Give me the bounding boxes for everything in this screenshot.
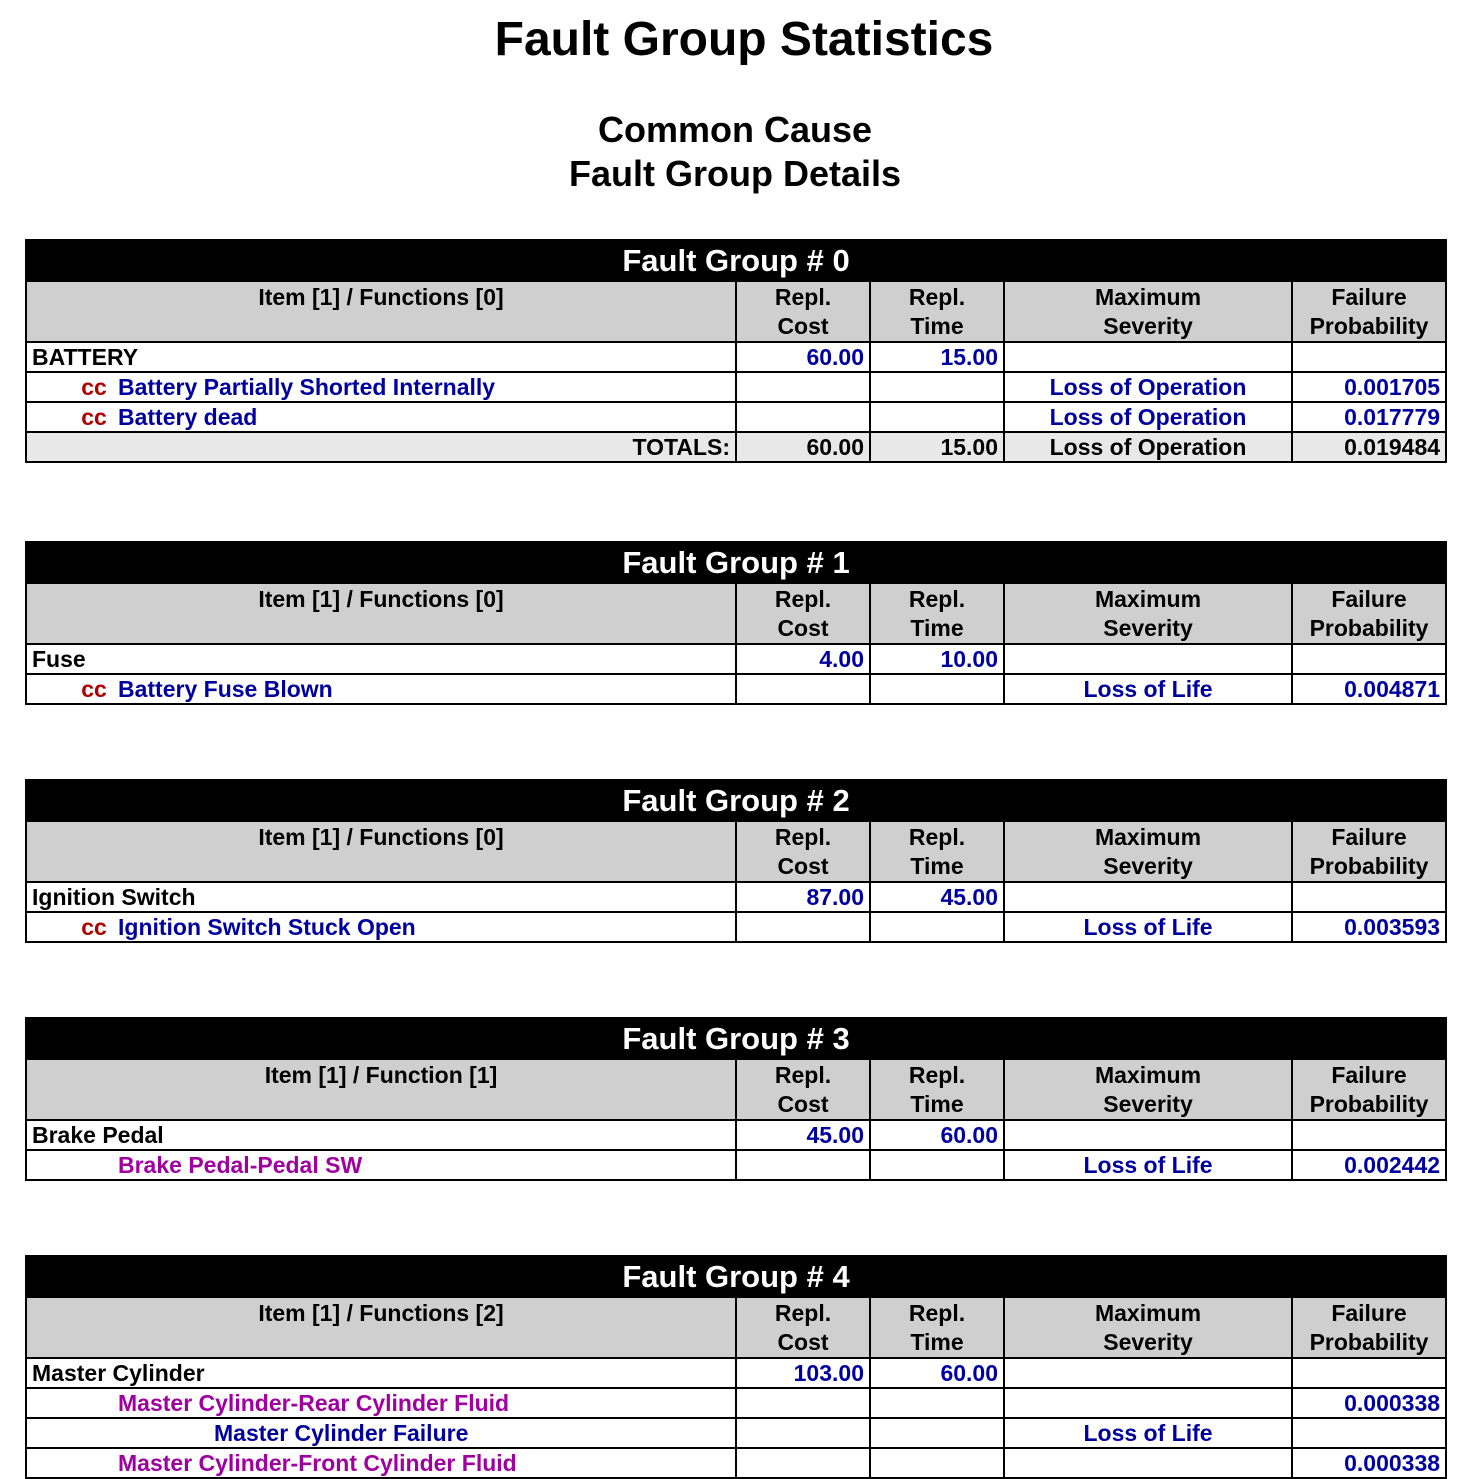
fault-group-3-table <box>25 1017 1447 1181</box>
item-name: Master Cylinder <box>26 1358 736 1388</box>
fault-name: Battery Partially Shorted Internally <box>118 374 496 400</box>
item-row <box>26 342 1446 372</box>
totals-label: TOTALS: <box>26 432 736 462</box>
max-severity-header: Maximum Severity <box>1004 1059 1292 1120</box>
totals-severity: Loss of Operation <box>1004 432 1292 462</box>
item-row <box>26 882 1446 912</box>
fault-severity: Loss of Life <box>1004 912 1292 942</box>
fault-group-title: Fault Group # 2 <box>26 780 1446 821</box>
failure-prob-header: Failure Probability <box>1292 281 1446 342</box>
report-subtitle <box>0 108 1470 196</box>
fault-group-2-table <box>25 779 1447 943</box>
item-cost: 45.00 <box>736 1120 870 1150</box>
fault-name: Ignition Switch Stuck Open <box>118 914 416 940</box>
fault-severity: Loss of Operation <box>1004 402 1292 432</box>
max-severity-header: Maximum Severity <box>1004 281 1292 342</box>
fault-group-title: Fault Group # 1 <box>26 542 1446 583</box>
fault-name: Battery Fuse Blown <box>118 676 333 702</box>
item-functions-header: Item [1] / Function [1] <box>26 1059 736 1120</box>
fault-probability: 0.000338 <box>1292 1388 1446 1418</box>
fault-row <box>26 1418 1446 1448</box>
cc-tag: cc <box>81 676 107 702</box>
fault-group-title: Fault Group # 3 <box>26 1018 1446 1059</box>
item-name: Brake Pedal <box>26 1120 736 1150</box>
item-functions-header: Item [1] / Functions [0] <box>26 583 736 644</box>
cc-tag: cc <box>81 914 107 940</box>
fault-probability <box>1292 1418 1446 1448</box>
fault-name: Battery dead <box>118 404 258 430</box>
fault-row <box>26 674 1446 704</box>
fault-group-0-table <box>25 239 1447 463</box>
item-functions-header: Item [1] / Functions [0] <box>26 821 736 882</box>
fault-probability: 0.003593 <box>1292 912 1446 942</box>
subtitle-line-2: Fault Group Details <box>568 153 902 194</box>
fault-row <box>26 372 1446 402</box>
repl-time-header: Repl. Time <box>870 1297 1004 1358</box>
item-row <box>26 1358 1446 1388</box>
item-cost: 103.00 <box>736 1358 870 1388</box>
item-row <box>26 644 1446 674</box>
max-severity-header: Maximum Severity <box>1004 821 1292 882</box>
repl-cost-header: Repl. Cost <box>736 281 870 342</box>
item-cost: 60.00 <box>736 342 870 372</box>
totals-time: 15.00 <box>870 432 1004 462</box>
repl-cost-header: Repl. Cost <box>736 821 870 882</box>
item-time: 15.00 <box>870 342 1004 372</box>
item-row <box>26 1120 1446 1150</box>
failure-prob-header: Failure Probability <box>1292 1059 1446 1120</box>
subtitle-line-1: Common Cause <box>597 109 873 150</box>
fault-group-1-table <box>25 541 1447 705</box>
fault-row <box>26 402 1446 432</box>
totals-row <box>26 432 1446 462</box>
fault-severity: Loss of Life <box>1004 674 1292 704</box>
fault-severity: Loss of Life <box>1004 1150 1292 1180</box>
repl-time-header: Repl. Time <box>870 821 1004 882</box>
fault-name: Master Cylinder Failure <box>214 1420 469 1446</box>
item-functions-header: Item [1] / Functions [0] <box>26 281 736 342</box>
fault-probability: 0.000338 <box>1292 1448 1446 1478</box>
item-time: 10.00 <box>870 644 1004 674</box>
fault-group-title: Fault Group # 4 <box>26 1256 1446 1297</box>
totals-cost: 60.00 <box>736 432 870 462</box>
fault-severity: Loss of Life <box>1004 1418 1292 1448</box>
item-name: BATTERY <box>26 342 736 372</box>
repl-time-header: Repl. Time <box>870 281 1004 342</box>
item-functions-header: Item [1] / Functions [2] <box>26 1297 736 1358</box>
max-severity-header: Maximum Severity <box>1004 1297 1292 1358</box>
fault-probability: 0.017779 <box>1292 402 1446 432</box>
report-title: Fault Group Statistics <box>494 13 994 66</box>
fault-severity <box>1004 1448 1292 1478</box>
repl-time-header: Repl. Time <box>870 583 1004 644</box>
cc-tag: cc <box>81 374 107 400</box>
max-severity-header: Maximum Severity <box>1004 583 1292 644</box>
function-row <box>26 1448 1446 1478</box>
fault-probability: 0.001705 <box>1292 372 1446 402</box>
repl-time-header: Repl. Time <box>870 1059 1004 1120</box>
item-time: 45.00 <box>870 882 1004 912</box>
totals-probability: 0.019484 <box>1292 432 1446 462</box>
item-time: 60.00 <box>870 1120 1004 1150</box>
fault-group-4-table <box>25 1255 1447 1479</box>
failure-prob-header: Failure Probability <box>1292 1297 1446 1358</box>
item-name: Fuse <box>26 644 736 674</box>
fault-probability: 0.002442 <box>1292 1150 1446 1180</box>
item-name: Ignition Switch <box>26 882 736 912</box>
failure-prob-header: Failure Probability <box>1292 821 1446 882</box>
fault-group-title: Fault Group # 0 <box>26 240 1446 281</box>
repl-cost-header: Repl. Cost <box>736 583 870 644</box>
function-row <box>26 1388 1446 1418</box>
fault-severity: Loss of Operation <box>1004 372 1292 402</box>
fault-probability: 0.004871 <box>1292 674 1446 704</box>
function-name: Brake Pedal-Pedal SW <box>118 1152 363 1178</box>
item-time: 60.00 <box>870 1358 1004 1388</box>
cc-tag: cc <box>81 404 107 430</box>
failure-prob-header: Failure Probability <box>1292 583 1446 644</box>
function-row <box>26 1150 1446 1180</box>
repl-cost-header: Repl. Cost <box>736 1059 870 1120</box>
function-name: Master Cylinder-Front Cylinder Fluid <box>118 1450 517 1476</box>
fault-severity <box>1004 1388 1292 1418</box>
fault-row <box>26 912 1446 942</box>
item-cost: 4.00 <box>736 644 870 674</box>
repl-cost-header: Repl. Cost <box>736 1297 870 1358</box>
function-name: Master Cylinder-Rear Cylinder Fluid <box>118 1390 510 1416</box>
item-cost: 87.00 <box>736 882 870 912</box>
